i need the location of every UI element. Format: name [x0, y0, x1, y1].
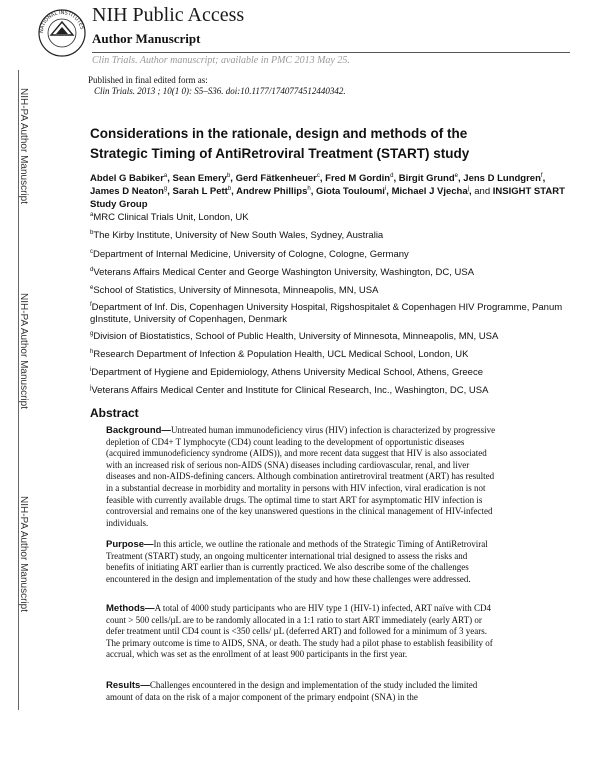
author-conjunction: and	[474, 186, 491, 197]
abstract-purpose: Purpose—In this article, we outline the rationale and methods of the Strategic Timing of AntiRetroviral Treatment (START) study, an ongoing multicenter international trial designed to assess the risks and benefits of initiating ART earlier than is currently practiced. We also describe some of the challenges encountered in the design and implementation of the study and how these challenges were addressed.	[106, 539, 488, 584]
author: James D Neaton$^g$	[90, 185, 168, 197]
pmc-availability-note: Clin Trials. Author manuscript; available in PMC 2013 May 25.	[92, 55, 350, 66]
affiliation: $^a$MRC Clinical Trials Unit, London, UK	[90, 211, 249, 223]
affiliation: $^d$Veterans Affairs Medical Center and George Washington University, Washington, DC, USA	[90, 266, 475, 278]
sidebar-label: NIH-PA Author Manuscript	[18, 88, 29, 204]
author-manuscript-label: Author Manuscript	[92, 31, 201, 46]
author: Abdel G Babiker$^a$	[90, 172, 168, 184]
journal-citation: Clin Trials. 2013 ; 10(1 0): S5–S36. doi:10.1177/1740774512440342.	[94, 86, 346, 96]
author: Birgit Grund$^e$	[398, 172, 459, 184]
author: Andrew Phillips$^h$	[236, 185, 311, 197]
seal-text: NATIONAL INSTITUTES	[38, 9, 85, 34]
author: Fred M Gordin$^d$	[325, 172, 394, 184]
author: Gerd Fätkenheuer$^c$	[235, 172, 320, 184]
affiliation: $^h$Research Department of Infection & Population Health, UCL Medical School, London, UK	[90, 348, 469, 360]
author: Michael J Vjecha$^j$	[391, 185, 469, 197]
author: Jens D Lundgren$^f$	[463, 172, 543, 184]
affiliation: $^i$Department of Hygiene and Epidemiology, Athens University Medical School, Athens, Greece	[90, 366, 483, 378]
study-group: INSIGHT START Study Group	[90, 186, 565, 210]
article-title: Considerations in the rationale, design and methods of the Strategic Timing of AntiRetroviral Treatment (START) study	[90, 126, 470, 161]
affiliation: $^e$School of Statistics, University of Minnesota, Minneapolis, MN, USA	[90, 284, 379, 296]
sidebar-label: NIH-PA Author Manuscript	[18, 293, 29, 409]
sidebar-label: NIH-PA Author Manuscript	[18, 496, 29, 612]
author: Sean Emery$^b$	[172, 172, 231, 184]
affiliation: $^b$The Kirby Institute, University of New South Wales, Sydney, Australia	[90, 229, 384, 241]
header-divider	[92, 52, 570, 53]
affiliation: $^g$Division of Biostatistics, School of Public Health, University of Minnesota, Minneapolis, MN, USA	[90, 330, 499, 342]
abstract-methods: Methods—A total of 4000 study participants who are HIV type 1 (HIV-1) infected, ART naïve with CD4 count > 500 cells/µL are to be randomly allocated in a 1:1 ratio to start ART immediately (early ART) or defer treatment until CD4 count is <350 cells/ µL (deferred ART) and followed for a minimum of 3 years. The primary outcome is time to AIDS, SNA, or death. The study had a pilot phase to establish feasibility of accrual, which was set as the enrollment of at least 900 participants in the first year.	[106, 603, 493, 660]
affiliation: $^j$Veterans Affairs Medical Center and Institute for Clinical Research, Inc., Washington, DC, USA	[90, 384, 489, 396]
abstract-heading: Abstract	[90, 406, 139, 420]
author: Sarah L Pett$^b$	[172, 185, 232, 197]
author-list: Abdel G Babiker$^a$, Sean Emery$^b$, Gerd Fätkenheuer$^c$, Fred M Gordin$^d$, Birgit Grund$^e$, Jens D Lundgren$^f$, James D Neaton$^g$, Sarah L Pett$^b$, Andrew Phillips$^h$, Giota Touloumi$^i$, Michael J Vjecha$^j$, and INSIGHT START Study Group	[90, 172, 565, 210]
published-in-label: Published in final edited form as:	[88, 75, 208, 85]
abstract-background: Background—Untreated human immunodeficiency virus (HIV) infection is characterized by progressive depletion of CD4+ T lymphocyte (CD4) count leading to the development of opportunistic diseases (acquired immunodeficiency syndrome (AIDS)), and more recent data suggest that HIV is also associated with an increased risk of serious non-AIDS (SNA) diseases including cardiovascular, renal, and liver diseases and non-AIDS-defining cancers. Although combination antiretroviral treatment (ART) has resulted in a substantial decrease in morbidity and mortality in persons with HIV infection, viral eradication is not feasible with currently available drugs. The optimal time to start ART for asymptomatic HIV infection is controversial and remains one of the key unanswered questions in the clinical management of HIV-infected individuals.	[106, 425, 496, 528]
abstract-results: Results—Challenges encountered in the design and implementation of the study included the limited amount of data on the risk of a major component of the primary endpoint (SNA) in the	[106, 680, 478, 702]
nih-seal-logo	[37, 8, 87, 58]
author: Giota Touloumi$^i$	[315, 185, 387, 197]
nih-public-access-title: NIH Public Access	[92, 4, 245, 26]
affiliation: $^f$Department of Inf. Dis, Copenhagen University Hospital, Rigshospitalet & Copenhagen HIV Programme, Panum gInstitute, University of Copenhagen, Denmark	[90, 301, 563, 325]
affiliation: $^c$Department of Internal Medicine, University of Cologne, Cologne, Germany	[90, 248, 409, 260]
